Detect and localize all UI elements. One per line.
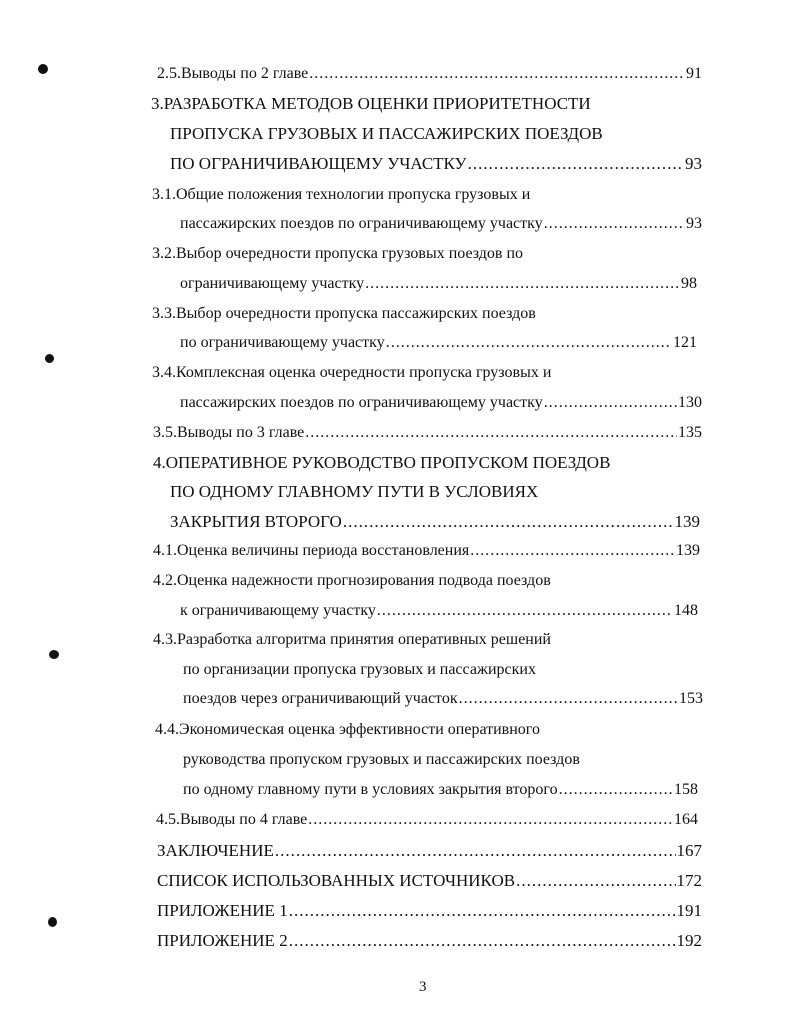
- toc-entry-title: 3.1.Общие положения технологии пропуска грузовых и: [152, 186, 531, 203]
- toc-page-number: 192: [676, 931, 702, 950]
- toc-entry: [170, 512, 700, 532]
- toc-entry-title: по организации пропуска грузовых и пассажирских: [183, 661, 536, 678]
- toc-entry-title: к ограничивающему участку: [180, 602, 376, 619]
- toc-entry: [153, 423, 702, 443]
- dot-leader: [544, 214, 685, 234]
- dot-leader: [468, 154, 684, 174]
- toc-entry-title: 4.ОПЕРАТИВНОЕ РУКОВОДСТВО ПРОПУСКОМ ПОЕЗДОВ: [153, 453, 611, 472]
- dot-leader: [365, 274, 680, 294]
- toc-entry-title: 4.1.Оценка величины периода восстановления: [153, 542, 470, 559]
- toc-entry: [183, 660, 536, 680]
- toc-chapter-heading: [153, 453, 610, 473]
- dot-leader: [459, 689, 678, 709]
- toc-entry-title: 4.2.Оценка надежности прогнозирования подвода поездов: [153, 572, 551, 589]
- toc-entry: [157, 64, 702, 84]
- toc-page-number: 158: [674, 781, 698, 798]
- toc-entry: [152, 244, 523, 264]
- toc-entry: [153, 571, 551, 591]
- dot-leader: [289, 901, 676, 921]
- toc-entry: [152, 363, 551, 383]
- toc-entry: [157, 871, 702, 891]
- toc-entry: [155, 720, 540, 740]
- toc-entry-title: 4.3.Разработка алгоритма принятия оперативных решений: [153, 631, 551, 648]
- toc-entry-title: пассажирских поездов по ограничивающему участку: [180, 394, 543, 411]
- dot-leader: [544, 393, 677, 413]
- toc-entry: [180, 333, 697, 353]
- toc-page-number: 139: [674, 512, 700, 531]
- toc-page-number: 121: [673, 334, 697, 351]
- toc-entry: [183, 780, 698, 800]
- toc-entry: [157, 931, 702, 951]
- toc-entry-title: 2.5.Выводы по 2 главе: [157, 65, 309, 82]
- dot-leader: [309, 64, 685, 84]
- toc-entry-title: 3.4.Комплексная оценка очередности пропуска грузовых и: [152, 364, 552, 381]
- dot-leader: [289, 931, 676, 951]
- toc-entry: [180, 274, 697, 294]
- toc-page-number: 191: [676, 901, 702, 920]
- toc-page-number: 167: [676, 841, 702, 860]
- toc-entry: [157, 901, 702, 921]
- dot-leader: [343, 512, 674, 532]
- toc-entry-title: СПИСОК ИСПОЛЬЗОВАННЫХ ИСТОЧНИКОВ: [157, 871, 516, 890]
- toc-page-number: 172: [676, 871, 702, 890]
- binder-hole-mark: [49, 650, 59, 659]
- toc-entry: [180, 601, 698, 621]
- binder-hole-mark: [45, 354, 54, 363]
- toc-entry-title: 4.4.Экономическая оценка эффективности оперативного: [155, 721, 540, 738]
- binder-hole-mark: [48, 917, 57, 927]
- toc-entry: [156, 810, 698, 830]
- toc-entry-title: поездов через ограничивающий участок: [183, 690, 458, 707]
- toc-entry-title: 3.5.Выводы по 3 главе: [153, 424, 305, 441]
- page-number: 3: [419, 979, 427, 995]
- toc-entry: [170, 154, 702, 174]
- toc-entry-title: ограничивающему участку: [180, 275, 365, 292]
- toc-entry-title: 3.2.Выбор очередности пропуска грузовых поездов по: [152, 245, 524, 262]
- toc-entry-title: ПРИЛОЖЕНИЕ 2: [157, 931, 288, 950]
- toc-entry: [153, 630, 551, 650]
- toc-page-number: 148: [674, 602, 698, 619]
- dot-leader: [305, 423, 677, 443]
- dot-leader: [559, 780, 673, 800]
- toc-entry-title: ПРОПУСКА ГРУЗОВЫХ И ПАССАЖИРСКИХ ПОЕЗДОВ: [170, 124, 603, 143]
- toc-chapter-heading: [151, 94, 591, 114]
- toc-entry-title: ПРИЛОЖЕНИЕ 1: [157, 901, 288, 920]
- toc-entry: [183, 750, 580, 770]
- toc-page-number: 153: [679, 690, 703, 707]
- toc-entry-title: по ограничивающему участку: [180, 334, 385, 351]
- binder-hole-mark: [38, 64, 48, 74]
- toc-page-number: 139: [676, 542, 700, 559]
- toc-entry: [152, 185, 530, 205]
- dot-leader: [386, 333, 672, 353]
- toc-entry: [153, 541, 700, 561]
- toc-entry: [152, 304, 536, 324]
- toc-entry-title: ЗАКЛЮЧЕНИЕ: [157, 841, 274, 860]
- toc-entry: [157, 841, 702, 861]
- toc-entry-title: 4.5.Выводы по 4 главе: [156, 811, 308, 828]
- toc-entry-title: по одному главному пути в условиях закрытия второго: [183, 781, 558, 798]
- dot-leader: [516, 871, 675, 891]
- toc-page-number: 93: [685, 154, 702, 173]
- toc-chapter-heading: [170, 482, 538, 502]
- toc-entry-title: ЗАКРЫТИЯ ВТОРОГО: [170, 512, 342, 531]
- toc-entry: [180, 214, 702, 234]
- toc-page-number: 98: [681, 275, 697, 292]
- toc-entry-title: руководства пропуском грузовых и пассажирских поездов: [183, 751, 580, 768]
- toc-entry-title: ПО ОГРАНИЧИВАЮЩЕМУ УЧАСТКУ: [170, 154, 467, 173]
- toc-chapter-heading: [170, 124, 603, 144]
- dot-leader: [275, 841, 676, 861]
- dot-leader: [470, 541, 675, 561]
- toc-page-number: 164: [674, 811, 698, 828]
- toc-page-number: 91: [686, 65, 702, 82]
- toc-entry: [183, 689, 703, 709]
- dot-leader: [308, 810, 673, 830]
- toc-page-number: 93: [686, 215, 702, 232]
- toc-entry-title: 3.3.Выбор очередности пропуска пассажирских поездов: [152, 305, 536, 322]
- toc-entry-title: пассажирских поездов по ограничивающему участку: [180, 215, 543, 232]
- toc-page-number: 135: [678, 424, 702, 441]
- toc-entry: [180, 393, 702, 413]
- toc-entry-title: 3.РАЗРАБОТКА МЕТОДОВ ОЦЕНКИ ПРИОРИТЕТНОСТИ: [151, 94, 591, 113]
- toc-page-number: 130: [678, 394, 702, 411]
- dot-leader: [377, 601, 673, 621]
- toc-entry-title: ПО ОДНОМУ ГЛАВНОМУ ПУТИ В УСЛОВИЯХ: [170, 482, 539, 501]
